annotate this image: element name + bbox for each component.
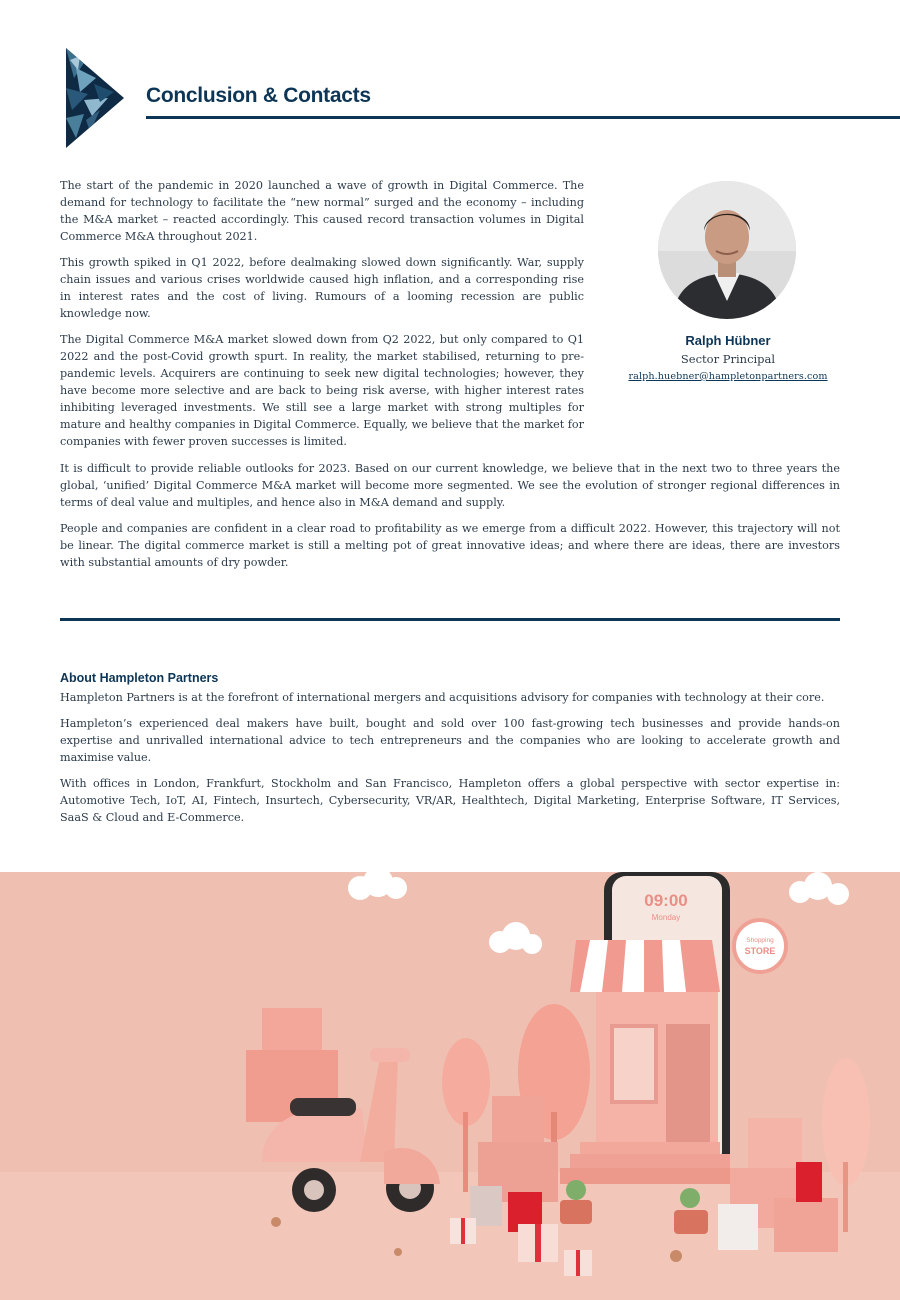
page-title: Conclusion & Contacts — [146, 84, 371, 107]
store-sign-main: STORE — [744, 946, 776, 956]
paragraph-growth-spike: This growth spiked in Q1 2022, before dealmaking slowed down significantly. War, supply chain issues and various crises worldwide caused high inflation, and a corresponding rise in interest rates and the cost of living. Rumours of a looming recession are public knowledge now. — [60, 256, 584, 320]
phone-time: 09:00 — [644, 891, 688, 910]
contact-name: Ralph Hübner — [685, 333, 771, 348]
paragraph-outlook-2023: It is difficult to provide reliable outlooks for 2023. Based on our current knowledge, we believe that in the next two to three years the global, ‘unified’ Digital Commerce M&A market will become more segmented. We see the evolution of stronger regional differences in terms of deal value and multiples, and hence also in M&A demand and supply. — [60, 462, 840, 509]
paragraph-profitability: People and companies are confident in a clear road to profitability as we emerge from a difficult 2022. However, this trajectory will not be linear. The digital commerce market is still a melting pot of great innovative ideas; and where there are ideas, there are investors with substantial amounts of dry powder. — [60, 522, 840, 569]
about-paragraph-deal-makers: Hampleton’s experienced deal makers have built, bought and sold over 100 fast-growing tech businesses and provide hands-on expertise and unrivalled international advice to tech entrepreneurs and the companies who are looking to accelerate growth and maximise value. — [60, 717, 840, 764]
paragraph-market-slowdown: The Digital Commerce M&A market slowed down from Q2 2022, but only compared to Q1 2022 and the post-Covid growth spurt. In reality, the market stabilised, returning to pre-pandemic levels. Acquirers are continuing to seek new digital technologies; however, they have become more selective and are back to being risk averse, with higher interest rates inhibiting leveraged investments. We still see a large market with strong multiples for mature and healthy companies in Digital Commerce. Equally, we believe that the market for companies with fewer proven successes is limited. — [60, 333, 585, 448]
brand-triangle-logo — [66, 48, 124, 148]
contact-photo — [658, 181, 796, 319]
store-sign-top: Shopping — [746, 937, 774, 944]
title-underline — [146, 116, 900, 119]
shop-awning-icon — [570, 940, 720, 992]
paragraph-pandemic-growth: The start of the pandemic in 2020 launched a wave of growth in Digital Commerce. The demand for technology to facilitate the “new normal” surged and the economy – including the M&A market – reacted accordingly. This caused record transaction volumes in Digital Commerce M&A throughout 2021. — [60, 179, 584, 243]
contact-portrait-icon — [658, 181, 796, 319]
shopping-illustration — [0, 872, 900, 1300]
phone-day: Monday — [651, 913, 681, 922]
section-divider — [60, 618, 840, 621]
contact-role: Sector Principal — [680, 352, 776, 366]
about-title: About Hampleton Partners — [60, 671, 219, 685]
contact-email-link[interactable]: ralph.huebner@hampletonpartners.com — [628, 371, 828, 382]
about-paragraph-intro: Hampleton Partners is at the forefront of international mergers and acquisitions advisory for companies with technology at their core. — [60, 691, 825, 704]
about-paragraph-offices: With offices in London, Frankfurt, Stockholm and San Francisco, Hampleton offers a global perspective with sector expertise in: Automotive Tech, IoT, AI, Fintech, Insurtech, Cybersecurity, VR/AR, Healthtech, Digital Marketing, Enterprise Software, IT Services, SaaS & Cloud and E-Commerce. — [60, 777, 840, 824]
